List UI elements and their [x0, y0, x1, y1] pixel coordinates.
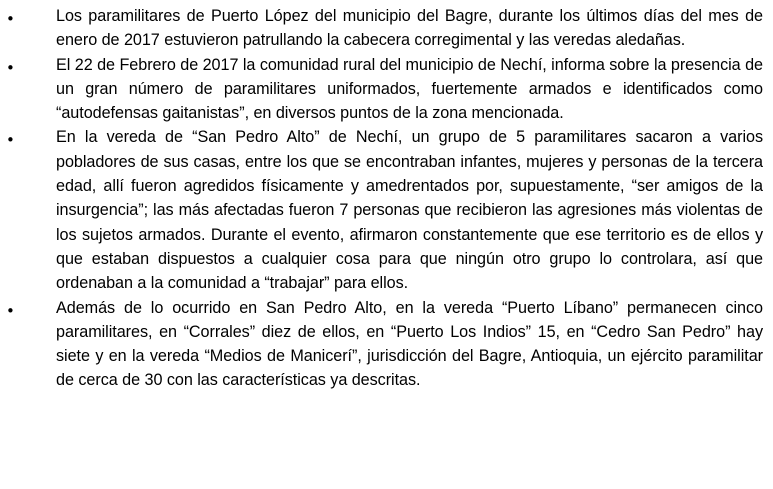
- list-item: [0, 296, 773, 393]
- paragraph-text: En la vereda de “San Pedro Alto” de Nechí, un grupo de 5 paramilitares sacaron a varios pobladores de sus casas, entre los que se encontraban infantes, mujeres y personas de la tercera edad, allí fueron agredidos físicamente y amedrentados por, supuestamente, “ser amigos de la insurgencia”; las más afectadas fueron 7 personas que recibieron las agresiones más violentas de los sujetos armados. Durante el evento, afirmaron constantemente que ese territorio es de ellos y que estaban dispuestos a cualquier cosa para que ningún otro grupo lo controlara, así que ordenaban a la comunidad a “trabajar” para ellos.: [56, 128, 763, 293]
- list-item: [0, 125, 773, 295]
- bullet-icon: •: [6, 58, 15, 77]
- bullet-icon: •: [6, 131, 15, 150]
- list-item: [0, 4, 773, 53]
- paragraph-text: Además de lo ocurrido en San Pedro Alto, en la vereda “Puerto Líbano” permanecen cinco paramilitares, en “Corrales” diez de ellos, en “Puerto Los Indios” 15, en “Cedro San Pedro” hay siete y en la vereda “Medios de Manicerí”, jurisdicción del Bagre, Antioquia, un ejército paramilitar de cerca de 30 con las características ya descritas.: [56, 298, 763, 390]
- bullet-list: [0, 4, 773, 393]
- bullet-icon: •: [6, 301, 15, 320]
- paragraph-text: Los paramilitares de Puerto López del municipio del Bagre, durante los últimos días del mes de enero de 2017 estuvieron patrullando la cabecera corregimental y las veredas aledañas.: [56, 7, 763, 50]
- list-item: [0, 53, 773, 126]
- bullet-icon: •: [6, 10, 15, 28]
- paragraph-text: El 22 de Febrero de 2017 la comunidad rural del municipio de Nechí, informa sobre la presencia de un gran número de paramilitares uniformados, fuertemente armados e identificados como “autodefensas gaitanistas”, en diversos puntos de la zona mencionada.: [56, 55, 763, 123]
